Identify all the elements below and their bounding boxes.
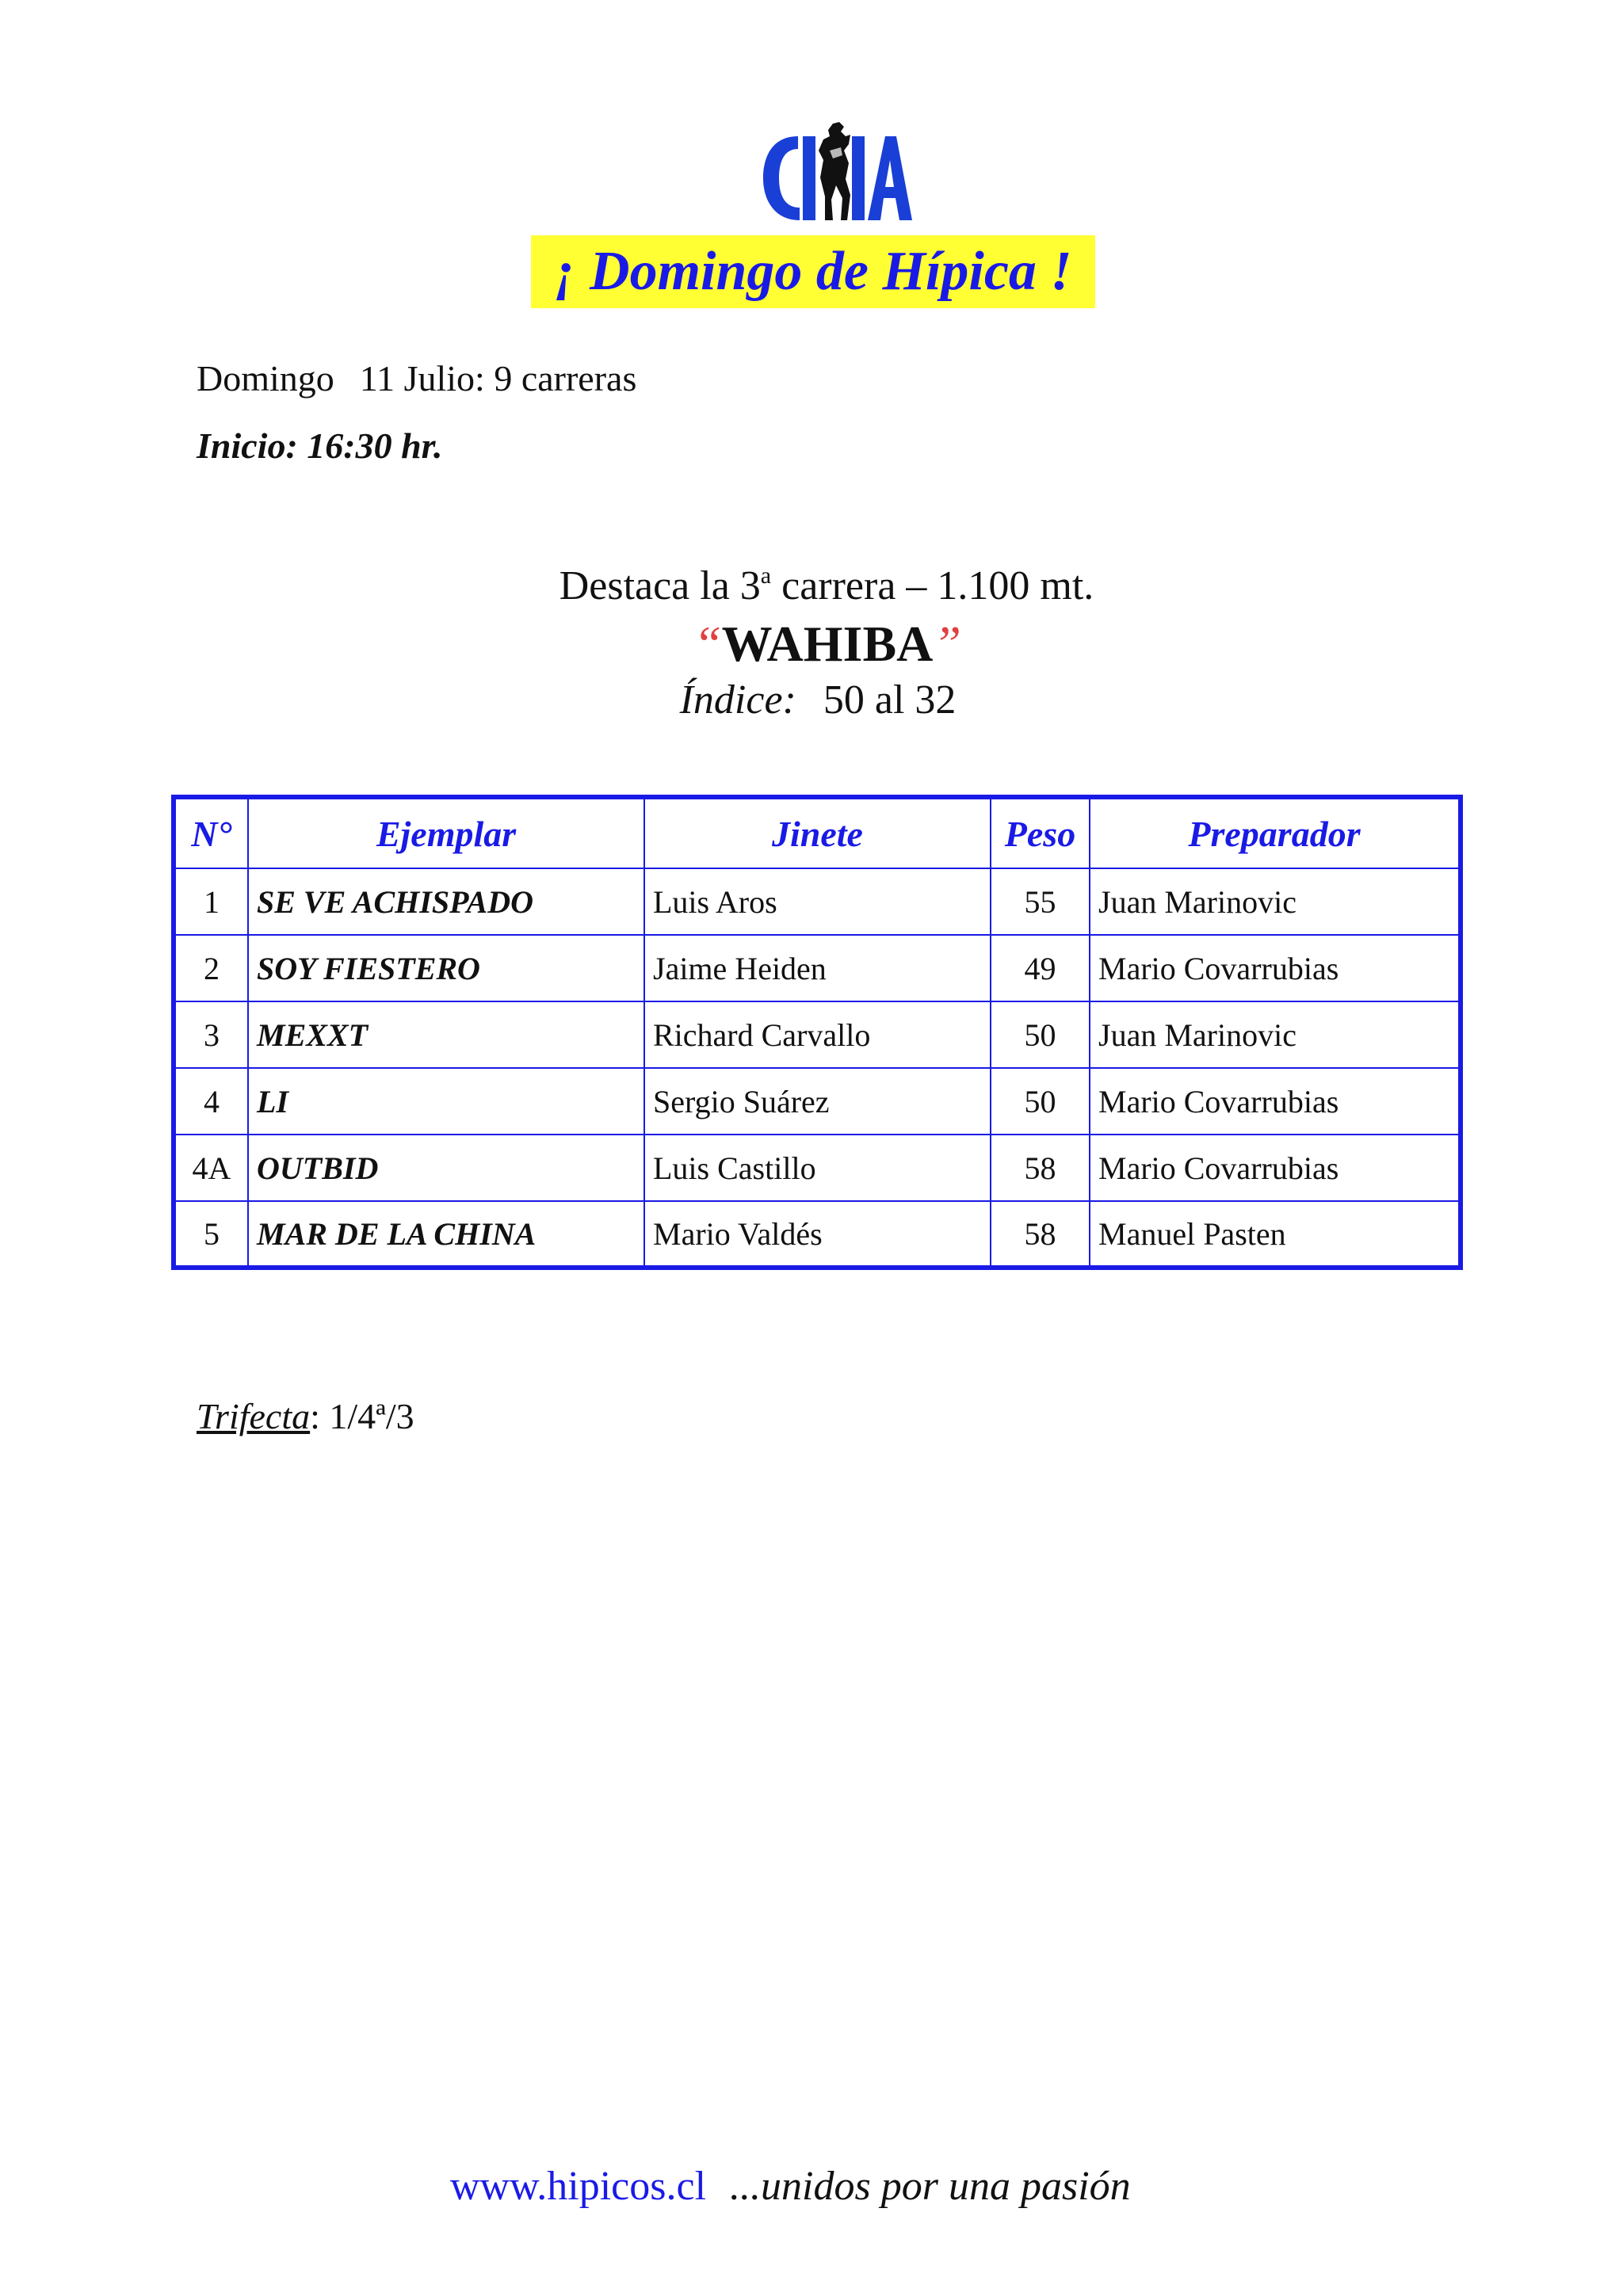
footer bbox=[450, 2161, 1131, 2212]
table-row bbox=[174, 1135, 1461, 1201]
race-day-info bbox=[197, 355, 636, 402]
table-header-row bbox=[174, 797, 1461, 868]
race-date-count: 11 Julio: 9 carreras bbox=[359, 358, 637, 399]
table-row bbox=[174, 935, 1461, 1001]
index-label: Índice: bbox=[679, 677, 796, 723]
entry-number: 1 bbox=[174, 868, 248, 935]
table-row bbox=[174, 868, 1461, 935]
trifecta-label: Trifecta bbox=[197, 1396, 311, 1436]
entry-jockey: Richard Carvallo bbox=[644, 1001, 991, 1068]
header-horse: Ejemplar bbox=[248, 797, 644, 868]
entry-trainer: Juan Marinovic bbox=[1090, 1001, 1461, 1068]
entry-weight: 49 bbox=[991, 935, 1090, 1001]
entry-horse: MAR DE LA CHINA bbox=[248, 1201, 644, 1268]
site-link[interactable]: www.hipicos.cl bbox=[450, 2164, 707, 2209]
entry-horse: LI bbox=[248, 1068, 644, 1135]
race-name-text: WAHIBA bbox=[721, 616, 934, 672]
entry-weight: 58 bbox=[991, 1135, 1090, 1201]
entry-weight: 58 bbox=[991, 1201, 1090, 1268]
entries-table bbox=[171, 795, 1463, 1270]
entry-jockey: Sergio Suárez bbox=[644, 1068, 991, 1135]
entry-weight: 50 bbox=[991, 1068, 1090, 1135]
entry-horse: MEXXT bbox=[248, 1001, 644, 1068]
index-value: 50 al 32 bbox=[823, 677, 957, 723]
entry-jockey: Mario Valdés bbox=[644, 1201, 991, 1268]
start-time: Inicio: 16:30 hr. bbox=[197, 425, 443, 466]
entry-jockey: Luis Aros bbox=[644, 868, 991, 935]
entry-trainer: Mario Covarrubias bbox=[1090, 935, 1461, 1001]
entry-trainer: Mario Covarrubias bbox=[1090, 1135, 1461, 1201]
entry-number: 4 bbox=[174, 1068, 248, 1135]
entry-number: 5 bbox=[174, 1201, 248, 1268]
entry-number: 3 bbox=[174, 1001, 248, 1068]
table-row bbox=[174, 1001, 1461, 1068]
entry-horse: OUTBID bbox=[248, 1135, 644, 1201]
race-day: Domingo bbox=[197, 358, 334, 399]
table-row bbox=[174, 1068, 1461, 1135]
entry-weight: 55 bbox=[991, 868, 1090, 935]
entry-weight: 50 bbox=[991, 1001, 1090, 1068]
horse-and-jockey-emblem-icon bbox=[757, 119, 915, 238]
header-number: N° bbox=[174, 797, 248, 868]
featured-race-heading: Destaca la 3$^a$ carrera – 1.100 mt. bbox=[559, 563, 1094, 608]
entry-number: 2 bbox=[174, 935, 248, 1001]
trifecta-prediction bbox=[197, 1393, 414, 1440]
entry-jockey: Jaime Heiden bbox=[644, 935, 991, 1001]
header-jockey: Jinete bbox=[644, 797, 991, 868]
race-ordinal: a bbox=[760, 563, 772, 589]
header-weight: Peso bbox=[991, 797, 1090, 868]
page-title: ¡ Domingo de Hípica ! bbox=[531, 235, 1095, 308]
footer-tagline: ...unidos por una pasión bbox=[730, 2164, 1131, 2209]
close-quote: ” bbox=[933, 616, 961, 672]
trifecta-value: : 1/4ª/3 bbox=[310, 1396, 414, 1436]
entry-jockey: Luis Castillo bbox=[644, 1135, 991, 1201]
logo bbox=[757, 119, 915, 238]
race-index bbox=[0, 675, 1623, 726]
entry-trainer: Manuel Pasten bbox=[1090, 1201, 1461, 1268]
featured-race-name bbox=[0, 615, 1623, 673]
entry-horse: SE VE ACHISPADO bbox=[248, 868, 644, 935]
header-trainer: Preparador bbox=[1090, 797, 1461, 868]
open-quote: “ bbox=[693, 616, 722, 672]
table-row bbox=[174, 1201, 1461, 1268]
entry-number: 4A bbox=[174, 1135, 248, 1201]
entry-trainer: Juan Marinovic bbox=[1090, 868, 1461, 935]
entry-trainer: Mario Covarrubias bbox=[1090, 1068, 1461, 1135]
entry-horse: SOY FIESTERO bbox=[248, 935, 644, 1001]
